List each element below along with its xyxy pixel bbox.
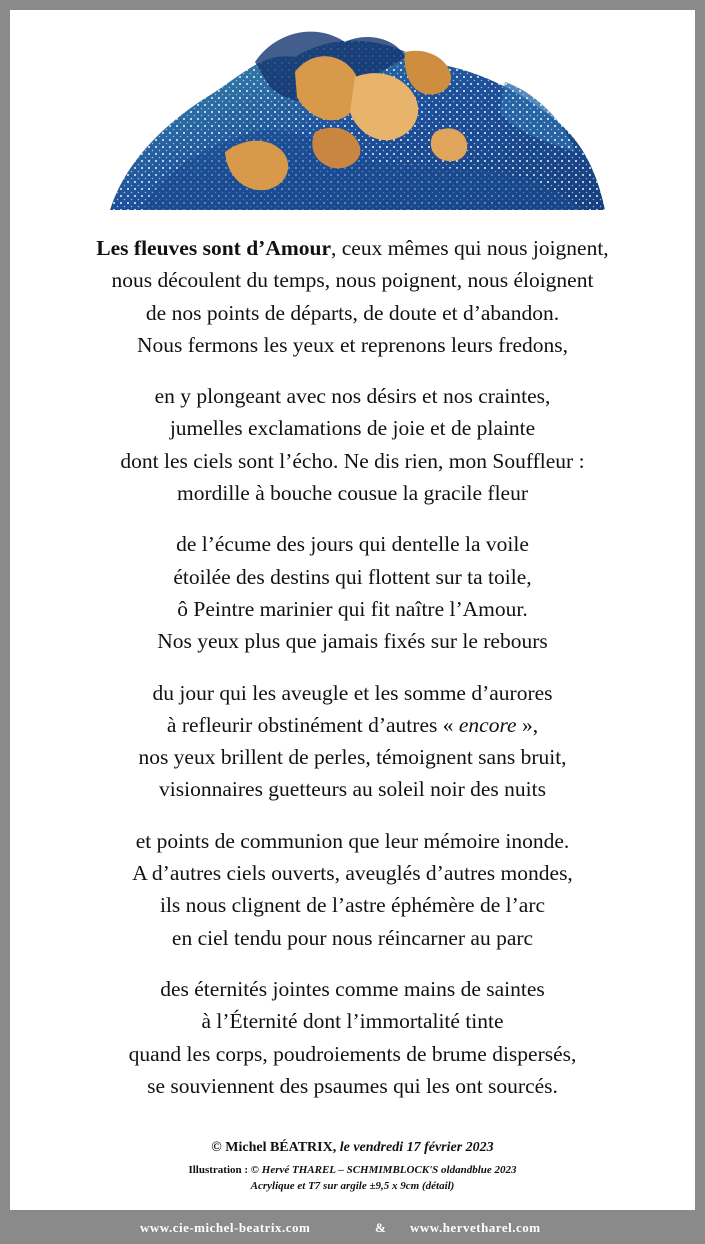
- stanza-5: [10, 825, 695, 954]
- poem-line: du jour qui les aveugle et les somme d’aurores: [152, 680, 553, 705]
- stanza-3: [10, 528, 695, 657]
- poem-line: visionnaires guetteurs au soleil noir des nuits: [159, 777, 546, 802]
- poem-line: ô Peintre marinier qui fit naître l’Amour.: [177, 596, 528, 621]
- illustration-technique: Acrylique et T7 sur argile ±9,5 x 9cm (détail): [250, 1180, 455, 1192]
- poem-line: [10, 232, 695, 264]
- stanza-2: [10, 380, 695, 509]
- poem-line: nous découlent du temps, nous poignent, nous éloignent: [111, 268, 594, 293]
- poem-line-rest: , ceux mêmes qui nous joignent,: [331, 236, 609, 260]
- copyright-line: [10, 1138, 695, 1158]
- poem-line: étoilée des destins qui flottent sur ta toile,: [173, 564, 532, 589]
- illustration-label: Illustration : ©: [188, 1164, 262, 1176]
- poem-line: en ciel tendu pour nous réincarner au parc: [171, 925, 534, 950]
- link-michel-beatrix[interactable]: www.cie-michel-beatrix.com: [140, 1220, 311, 1235]
- copyright-author: © Michel BÉATRIX,: [211, 1140, 340, 1155]
- poem-title: Les fleuves sont d’Amour: [96, 236, 332, 260]
- illustration-credit: [10, 1162, 695, 1194]
- poem-line: ils nous clignent de l’astre éphémère de l’arc: [159, 893, 546, 918]
- poem-line-part: à refleurir obstinément d’autres «: [166, 712, 459, 737]
- footer-separator: &: [375, 1220, 387, 1235]
- footer-bar: [0, 1210, 705, 1244]
- stanza-1: [10, 232, 695, 361]
- poem-line: jumelles exclamations de joie et de plainte: [169, 416, 536, 441]
- poem-line: Nos yeux plus que jamais fixés sur le rebours: [157, 629, 548, 654]
- poem-line: dont les ciels sont l’écho. Ne dis rien, mon Souffleur :: [120, 448, 585, 473]
- poem-line: de nos points de départs, de doute et d’abandon.: [145, 300, 560, 325]
- poem-italic-word: encore: [458, 712, 517, 737]
- poem-line: Nous fermons les yeux et reprenons leurs fredons,: [136, 332, 569, 357]
- poem-line: [10, 709, 695, 741]
- poem-line: se souviennent des psaumes qui les ont sourcés.: [147, 1073, 558, 1098]
- link-herve-tharel[interactable]: www.hervetharel.com: [410, 1220, 541, 1235]
- poem-line: à l’Éternité dont l’immortalité tinte: [201, 1009, 504, 1034]
- credits: [10, 1138, 695, 1194]
- poem-line: nos yeux brillent de perles, témoignent sans bruit,: [138, 745, 567, 770]
- illustration-artist: Hervé THAREL – SCHMIMBLOCK'S oldandblue 2023: [261, 1164, 517, 1176]
- poem-line: en y plongeant avec nos désirs et nos craintes,: [154, 384, 551, 409]
- poem-page: [10, 10, 695, 1210]
- poem-line: mordille à bouche cousue la gracile fleur: [176, 481, 528, 506]
- poem-line-part: »,: [516, 712, 539, 737]
- copyright-date: le vendredi 17 février 2023: [339, 1140, 494, 1155]
- stanza-6: [10, 973, 695, 1102]
- poem-line: A d’autres ciels ouverts, aveuglés d’autres mondes,: [132, 861, 573, 886]
- poem-line: des éternités jointes comme mains de saintes: [160, 976, 545, 1001]
- poem-line: quand les corps, poudroiements de brume dispersés,: [128, 1041, 577, 1066]
- poem-line: de l’écume des jours qui dentelle la voile: [176, 532, 529, 557]
- stanza-4: [10, 677, 695, 806]
- poem-line: et points de communion que leur mémoire inonde.: [135, 828, 570, 853]
- poem: [10, 232, 695, 1121]
- sculpture-illustration: [105, 12, 610, 210]
